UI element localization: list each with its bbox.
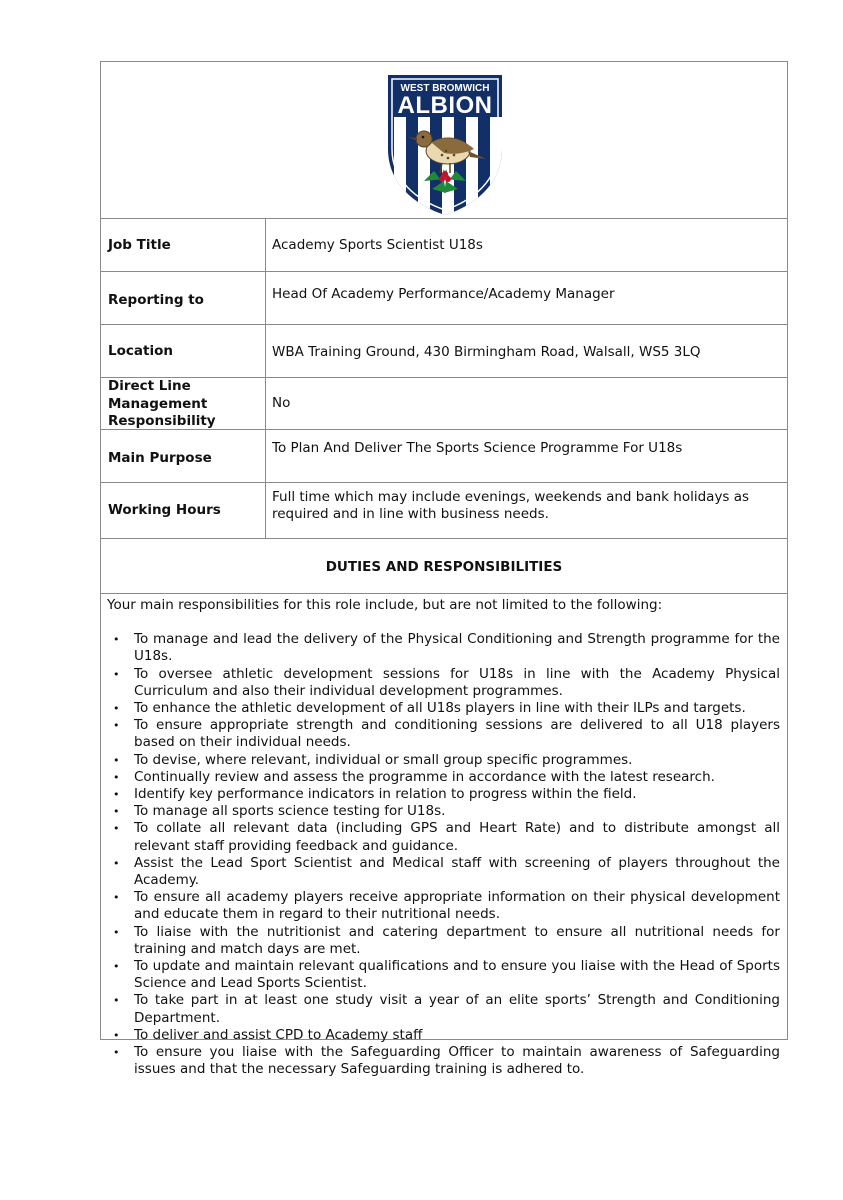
main-purpose-row	[101, 430, 787, 483]
duty-item	[107, 803, 780, 820]
duty-item	[107, 1027, 780, 1044]
bullet-icon: •	[113, 925, 120, 939]
duty-text: Identify key performance indicators in relation to progress within the field.	[134, 786, 637, 803]
bullet-icon: •	[113, 856, 120, 870]
main-purpose-label: Main Purpose	[101, 430, 266, 482]
job-title-value: Academy Sports Scientist U18s	[272, 236, 483, 253]
duty-item	[107, 769, 780, 786]
duty-text: To manage all sports science testing for U18s.	[134, 803, 446, 820]
reporting-to-row	[101, 272, 787, 325]
duty-item	[107, 992, 780, 1026]
bullet-icon: •	[113, 960, 120, 974]
bullet-icon: •	[113, 822, 120, 836]
duty-item	[107, 786, 780, 803]
duty-item	[107, 666, 780, 700]
duty-text: To devise, where relevant, individual or small group specific programmes.	[134, 751, 633, 768]
duty-text: Continually review and assess the programme in accordance with the latest research.	[134, 768, 715, 785]
location-label: Location	[101, 325, 266, 377]
duty-text: To ensure all academy players receive appropriate information on their physical development and educate them in regard to their nutritional needs.	[134, 889, 780, 923]
duty-item	[107, 889, 780, 923]
duties-section	[101, 594, 787, 1078]
duty-item	[107, 717, 780, 751]
duties-list	[107, 631, 780, 1078]
bullet-icon: •	[113, 770, 120, 784]
duty-text: To oversee athletic development sessions for U18s in line with the Academy Physical Curriculum and also their individual development programmes.	[134, 665, 780, 699]
duty-item	[107, 700, 780, 717]
bullet-icon: •	[113, 753, 120, 767]
bullet-icon: •	[113, 719, 120, 733]
bullet-icon: •	[113, 667, 120, 681]
reporting-to-value: Head Of Academy Performance/Academy Manager	[272, 286, 615, 302]
duty-item	[107, 924, 780, 958]
bullet-icon: •	[113, 994, 120, 1008]
bullet-icon: •	[113, 702, 120, 716]
direct-line-label-line: Direct Line	[108, 378, 191, 394]
location-row	[101, 325, 787, 378]
duty-text: To update and maintain relevant qualifications and to ensure you liaise with the Head of Sports Science and Lead Sports Scientist.	[134, 958, 780, 992]
duty-item	[107, 820, 780, 854]
duty-text: To liaise with the nutritionist and catering department to ensure all nutritional needs for training and match days are met.	[134, 923, 780, 957]
job-title-label: Job Title	[101, 219, 266, 271]
direct-line-label-line: Management	[108, 395, 208, 412]
main-purpose-value: To Plan And Deliver The Sports Science Programme For U18s	[272, 440, 683, 456]
duty-item	[107, 631, 780, 665]
direct-line-label	[101, 378, 266, 429]
bullet-icon: •	[113, 891, 120, 905]
job-description-table	[100, 61, 788, 1078]
working-hours-label: Working Hours	[101, 483, 266, 538]
duty-text: To deliver and assist CPD to Academy staff	[134, 1026, 423, 1043]
logo-cell	[101, 62, 787, 219]
direct-line-label-line: Responsibility	[108, 413, 216, 429]
crest-top-text: WEST BROMWICH	[400, 83, 490, 94]
location-value: WBA Training Ground, 430 Birmingham Road, Walsall, WS5 3LQ	[272, 344, 701, 360]
duty-item	[107, 1044, 780, 1078]
club-crest-logo	[384, 71, 506, 217]
duty-item	[107, 855, 780, 889]
bullet-icon: •	[113, 1046, 120, 1060]
bullet-icon: •	[113, 805, 120, 819]
duty-text: To enhance the athletic development of all U18s players in line with their ILPs and targets.	[134, 700, 746, 717]
duty-text: Assist the Lead Sport Scientist and Medical staff with screening of players throughout the Academy.	[134, 854, 780, 889]
duty-text: To take part in at least one study visit a year of an elite sports’ Strength and Conditioning Department.	[134, 992, 780, 1026]
duties-intro: Your main responsibilities for this role include, but are not limited to the following:	[107, 597, 663, 613]
duty-item	[107, 752, 780, 769]
duty-item	[107, 958, 780, 992]
reporting-to-label: Reporting to	[101, 272, 266, 324]
duty-text: To ensure appropriate strength and conditioning sessions are delivered to all U18 players based on their individual needs.	[134, 717, 780, 751]
working-hours-row	[101, 483, 787, 539]
direct-line-value: No	[272, 395, 291, 411]
bullet-icon: •	[113, 633, 120, 647]
duty-text: To collate all relevant data (including GPS and Heart Rate) and to distribute amongst all relevant staff providing feedback and guidance.	[134, 820, 780, 854]
duties-heading: DUTIES AND RESPONSIBILITIES	[101, 539, 787, 594]
working-hours-value: Full time which may include evenings, weekends and bank holidays as required and in line with business needs.	[272, 489, 750, 522]
crest-main-text: ALBION	[397, 92, 493, 119]
job-title-row	[101, 219, 787, 272]
bullet-icon: •	[113, 788, 120, 802]
direct-line-row	[101, 378, 787, 430]
duty-text: To ensure you liaise with the Safeguarding Officer to maintain awareness of Safeguarding issues and that the necessary Safeguarding training is adhered to.	[134, 1044, 780, 1078]
duty-text: To manage and lead the delivery of the Physical Conditioning and Strength programme for the U18s.	[134, 631, 780, 665]
bullet-icon: •	[113, 1028, 120, 1042]
